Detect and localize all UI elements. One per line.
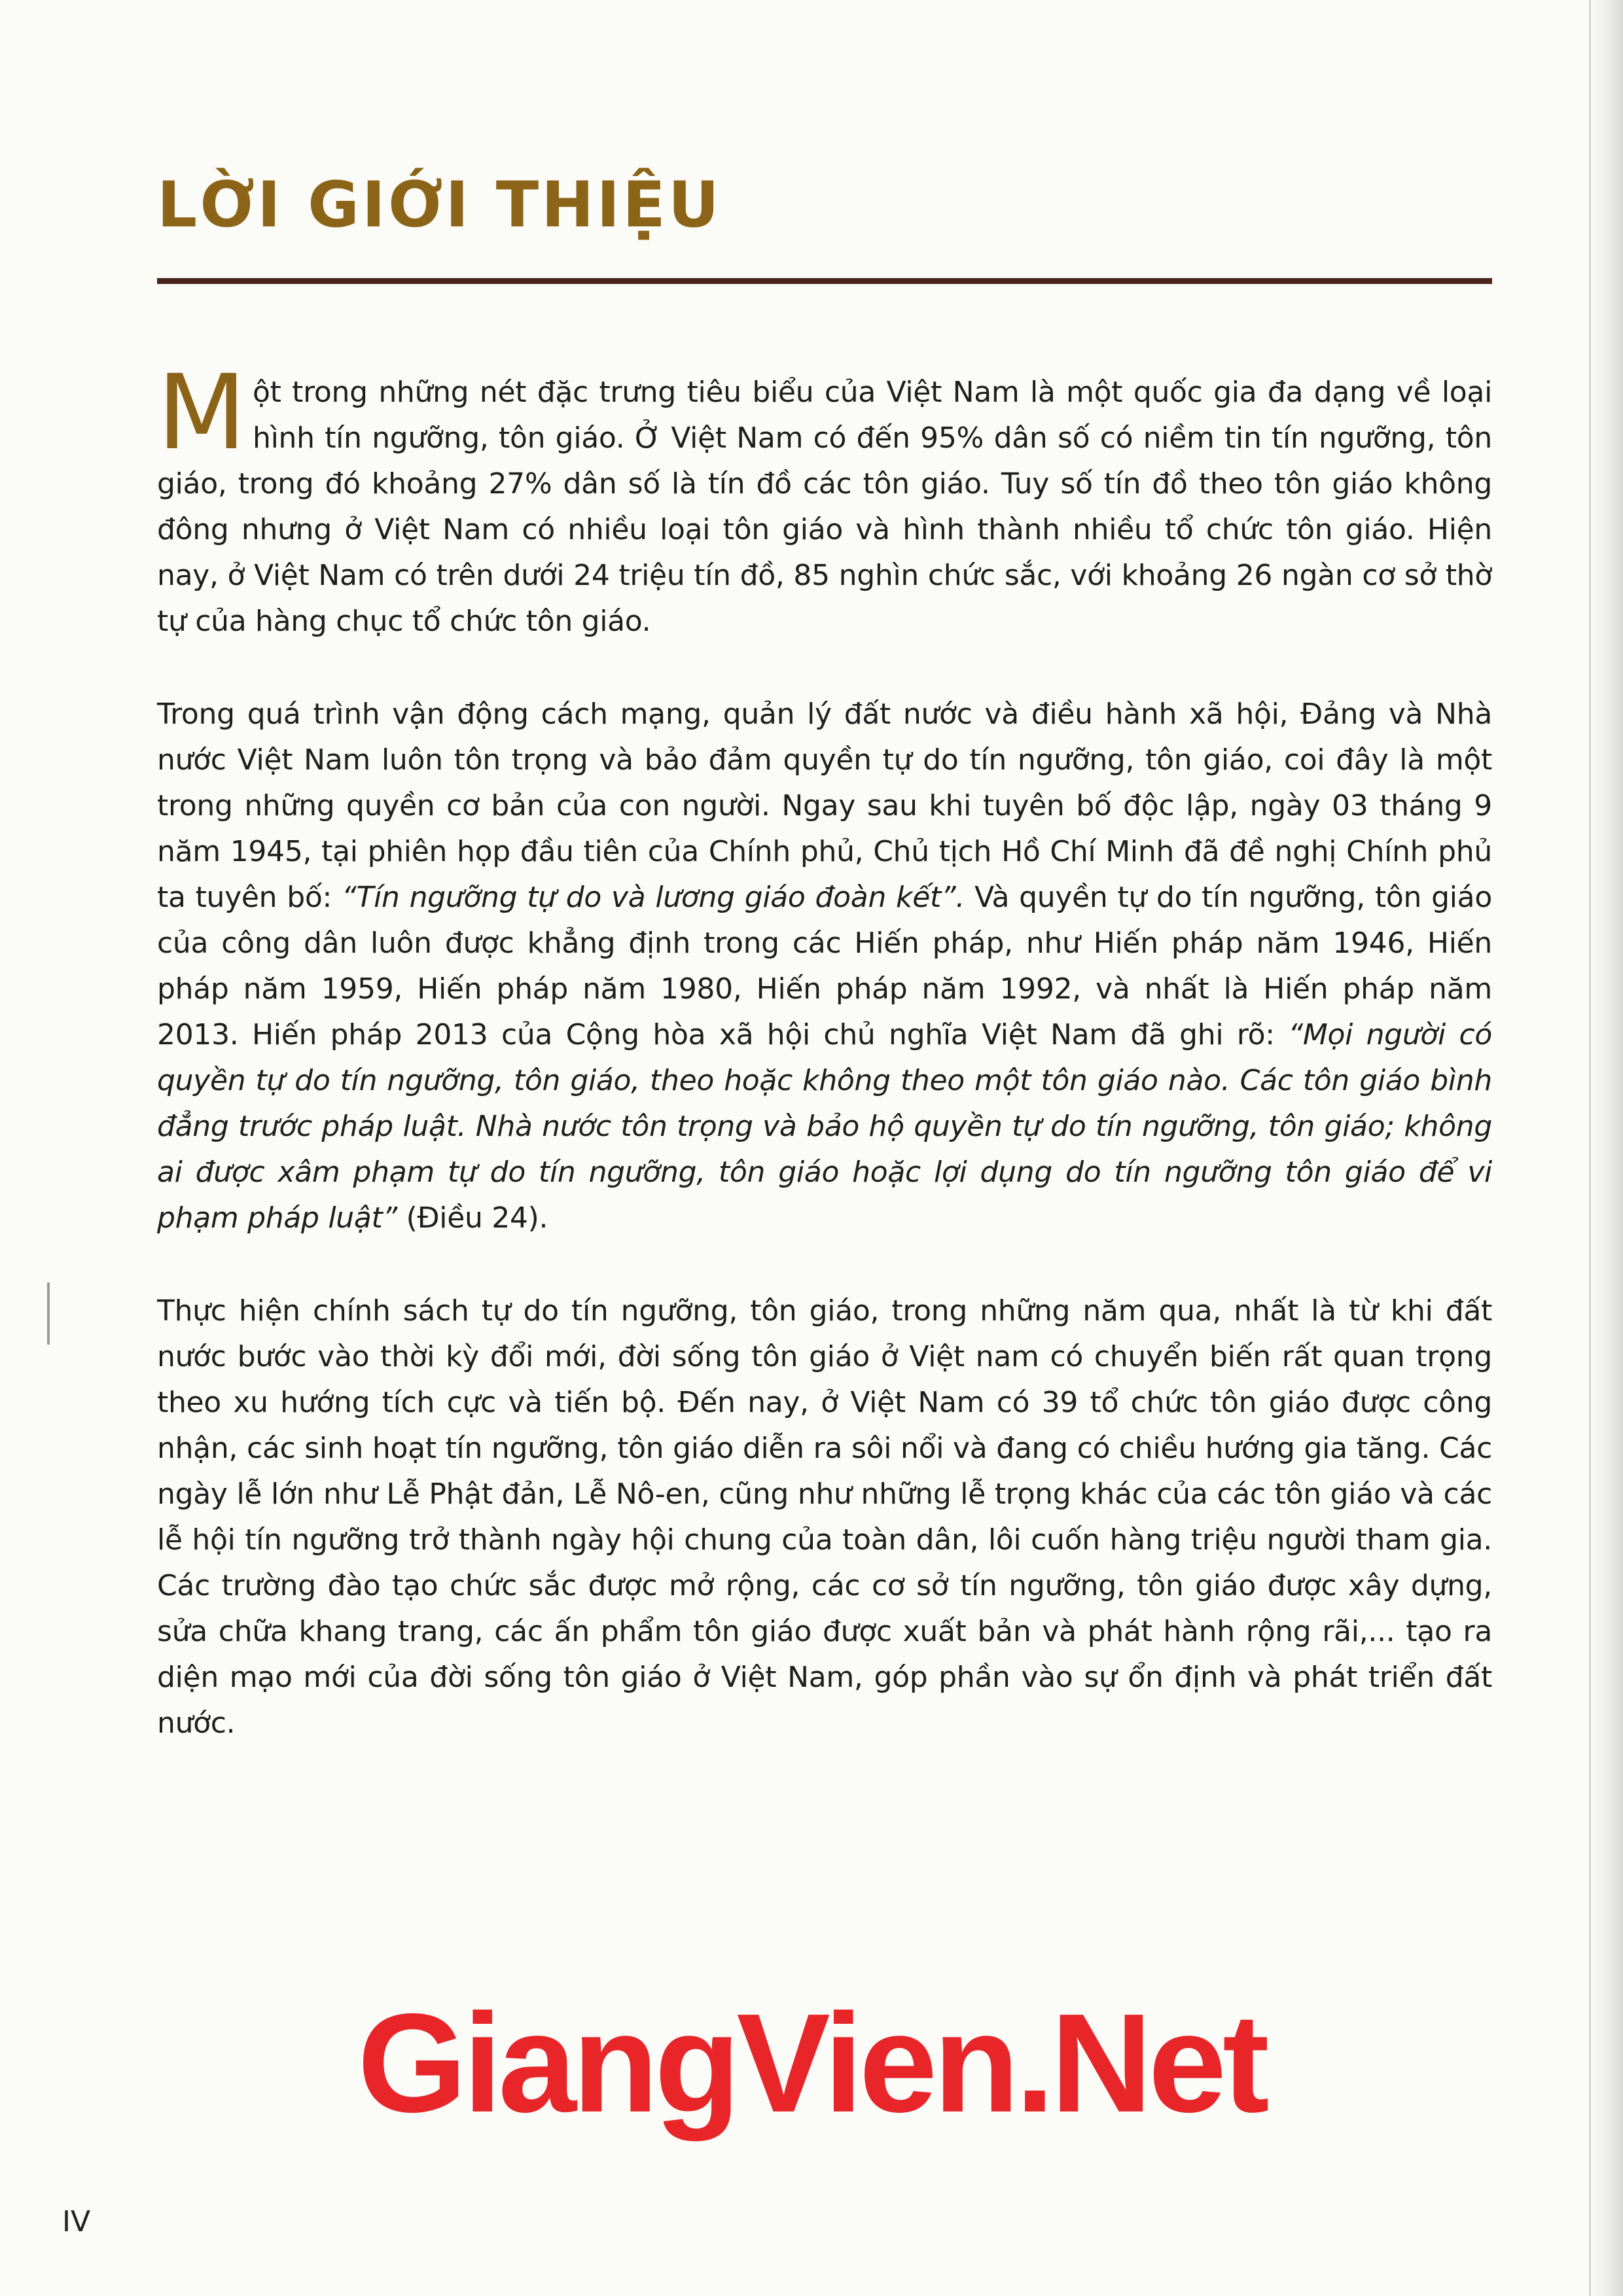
drop-cap: M	[157, 353, 247, 473]
paragraph-2-part-1: Trong quá trình vận động cách mạng, quản lý đất nước và điều hành xã hội, Đảng và Nhà nước Việt Nam luôn tôn trọng và bảo đảm quyền tự do tín ngưỡng, tôn giáo, coi đây là một trong những quyền cơ bản của con người. Ngay sau khi tuyên bố độc lập, ngày 03 tháng 9 năm 1945, tại phiên họp đầu tiên của Chính phủ, Chủ tịch Hồ Chí Minh đã đề nghị Chính phủ ta tuyên bố:	[157, 698, 1492, 914]
body-text	[157, 353, 1492, 1793]
paragraph-3	[157, 1288, 1492, 1746]
page-number: IV	[62, 2205, 91, 2238]
paragraph-3-text: Thực hiện chính sách tự do tín ngưỡng, tôn giáo, trong những năm qua, nhất là từ khi đất nước bước vào thời kỳ đổi mới, đời sống tôn giáo ở Việt nam có chuyển biến rất quan trọng theo xu hướng tích cực và tiến bộ. Đến nay, ở Việt Nam có 39 tổ chức tôn giáo được công nhận, các sinh hoạt tín ngưỡng, tôn giáo diễn ra sôi nổi và đang có chiều hướng gia tăng. Các ngày lễ lớn như Lễ Phật đản, Lễ Nô-en, cũng như những lễ trọng khác của các tôn giáo và các lễ hội tín ngưỡng trở thành ngày hội chung của toàn dân, lôi cuốn hàng triệu người tham gia. Các trường đào tạo chức sắc được mở rộng, các cơ sở tín ngưỡng, tôn giáo được xây dựng, sửa chữa khang trang, các ấn phẩm tôn giáo được xuất bản và phát hành rộng rãi,... tạo ra diện mạo mới của đời sống tôn giáo ở Việt Nam, góp phần vào sự ổn định và phát triển đất nước.	[157, 1294, 1492, 1740]
ho-chi-minh-quote: “Tín ngưỡng tự do và lương giáo đoàn kết”.	[342, 881, 965, 914]
paragraph-1	[157, 353, 1492, 645]
paragraph-2-part-2: Và quyền tự do tín ngưỡng, tôn giáo của công dân luôn được khẳng định trong các Hiến pháp, như Hiến pháp năm 1946, Hiến pháp năm 1959, Hiến pháp năm 1980, Hiến pháp năm 1992, và nhất là Hiến pháp năm 2013. Hiến pháp 2013 của Cộng hòa xã hội chủ nghĩa Việt Nam đã ghi rõ:	[157, 881, 1492, 1051]
title-underline-rule	[157, 278, 1492, 284]
watermark-logo: GiangVien.Net	[357, 1984, 1266, 2142]
paragraph-2	[157, 692, 1492, 1241]
constitution-quote: “Mọi người có quyền tự do tín ngưỡng, tôn giáo, theo hoặc không theo một tôn giáo nào. Các tôn giáo bình đẳng trước pháp luật. Nhà nước tôn trọng và bảo hộ quyền tự do tín ngưỡng, tôn giáo; không ai được xâm phạm tự do tín ngưỡng, tôn giáo hoặc lợi dụng do tín ngưỡng tôn giáo để vi phạm pháp luật”	[157, 1018, 1492, 1235]
margin-mark	[47, 1282, 50, 1345]
paragraph-2-part-3: (Điều 24).	[397, 1201, 548, 1235]
paragraph-1-text: ột trong những nét đặc trưng tiêu biểu của Việt Nam là một quốc gia đa dạng về loại hình tín ngưỡng, tôn giáo. Ở Việt Nam có đến 95% dân số có niềm tin tín ngưỡng, tôn giáo, trong đó khoảng 27% dân số là tín đồ các tôn giáo. Tuy số tín đồ theo tôn giáo không đông nhưng ở Việt Nam có nhiều loại tôn giáo và hình thành nhiều tổ chức tôn giáo. Hiện nay, ở Việt Nam có trên dưới 24 triệu tín đồ, 85 nghìn chức sắc, với khoảng 26 ngàn cơ sở thờ tự của hàng chục tổ chức tôn giáo.	[157, 376, 1492, 638]
page-edge-shadow	[1587, 0, 1623, 2296]
page-title: LỜI GIỚI THIỆU	[157, 168, 722, 241]
